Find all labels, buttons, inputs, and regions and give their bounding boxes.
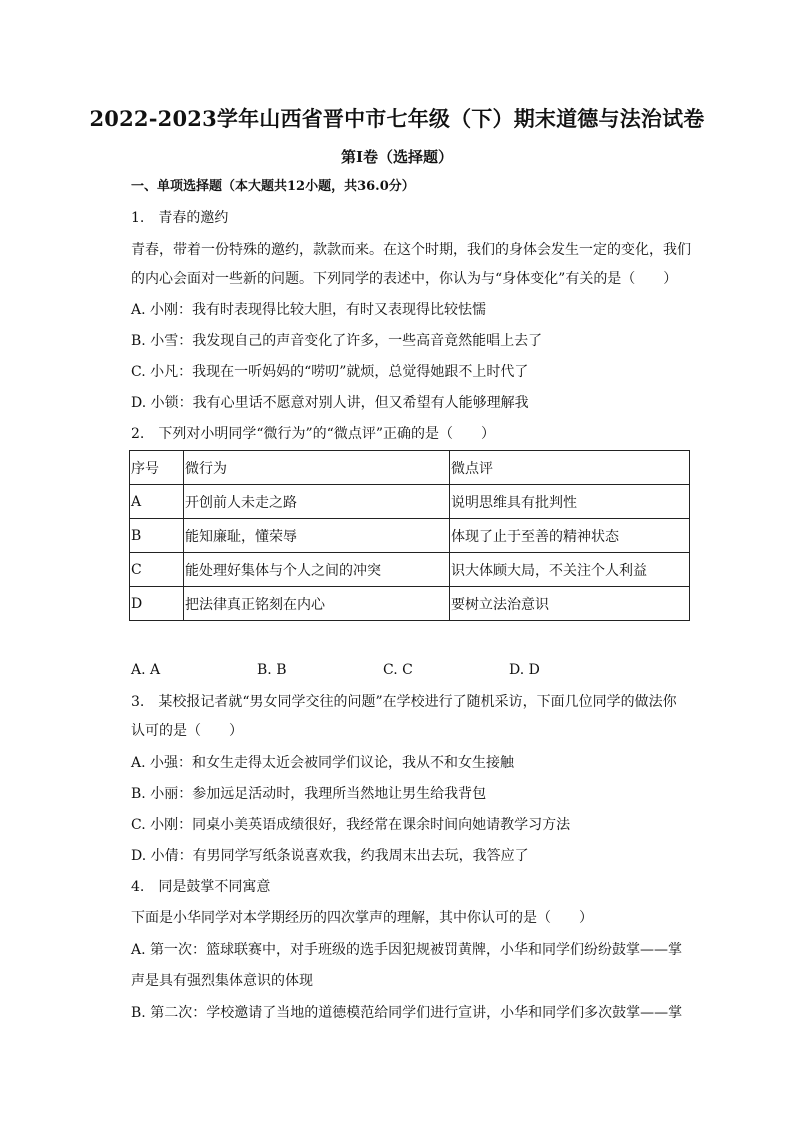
table-cell: 开创前人未走之路 bbox=[184, 485, 450, 519]
question-4-stem: 下面是小华同学对本学期经历的四次掌声的理解，其中你认可的是（ ） bbox=[131, 910, 593, 926]
question-3-stem-line-2: 认可的是（ ） bbox=[131, 723, 243, 739]
section-heading: 一、单项选择题（本大题共12小题，共36.0分） bbox=[131, 179, 415, 194]
exam-title: 2022-2023学年山西省晋中市七年级（下）期末道德与法治试卷 bbox=[89, 106, 705, 131]
question-2-option-a: A. A bbox=[131, 662, 161, 678]
question-2-option-d: D. D bbox=[509, 662, 540, 678]
question-1-option-b: B. 小雪：我发现自己的声音变化了许多，一些高音竟然能唱上去了 bbox=[131, 333, 543, 349]
table-cell: C bbox=[130, 553, 184, 587]
table-cell: B bbox=[130, 519, 184, 553]
question-1-option-a: A. 小刚：我有时表现得比较大胆，有时又表现得比较怯懦 bbox=[131, 302, 487, 318]
table-header-cell: 序号 bbox=[130, 451, 184, 485]
table-cell: 能处理好集体与个人之间的冲突 bbox=[184, 553, 450, 587]
table-header-row bbox=[130, 451, 690, 485]
table-cell: D bbox=[130, 587, 184, 621]
table-cell: 识大体顾大局，不关注个人利益 bbox=[450, 553, 690, 587]
question-2-option-b: B. B bbox=[257, 662, 287, 678]
question-2-option-c: C. C bbox=[383, 662, 413, 678]
table-cell: 要树立法治意识 bbox=[450, 587, 690, 621]
table-cell: 说明思维具有批判性 bbox=[450, 485, 690, 519]
question-2-head: 2. 下列对小明同学“微行为”的“微点评”正确的是（ ） bbox=[131, 426, 495, 442]
question-2-table bbox=[129, 450, 690, 621]
question-3-stem-line-1: 3. 某校报记者就“男女同学交往的问题”在学校进行了随机采访，下面几位同学的做法你 bbox=[131, 694, 677, 710]
question-4-option-a-line-1: A. 第一次：篮球联赛中，对手班级的选手因犯规被罚黄牌，小华和同学们纷纷鼓掌——掌 bbox=[131, 942, 683, 958]
question-3-option-d: D. 小倩：有男同学写纸条说喜欢我，约我周末出去玩，我答应了 bbox=[131, 848, 529, 864]
question-1-option-d: D. 小锁：我有心里话不愿意对别人讲，但又希望有人能够理解我 bbox=[131, 395, 529, 411]
table-header-cell: 微点评 bbox=[450, 451, 690, 485]
question-1-head: 1. 青春的邀约 bbox=[131, 210, 229, 226]
table-cell: 体现了止于至善的精神状态 bbox=[450, 519, 690, 553]
question-1-stem-line-1: 青春，带着一份特殊的邀约，款款而来。在这个时期，我们的身体会发生一定的变化，我们 bbox=[131, 242, 691, 258]
question-1-option-c: C. 小凡：我现在一听妈妈的“唠叨”就烦，总觉得她跟不上时代了 bbox=[131, 364, 529, 380]
question-4-head: 4. 同是鼓掌不同寓意 bbox=[131, 879, 271, 895]
volume-heading: 第Ⅰ卷（选择题） bbox=[340, 148, 454, 166]
table-cell: A bbox=[130, 485, 184, 519]
table-row bbox=[130, 553, 690, 587]
question-4-option-b-line-1: B. 第二次：学校邀请了当地的道德模范给同学们进行宣讲，小华和同学们多次鼓掌——掌 bbox=[131, 1005, 683, 1021]
question-4-option-a-line-2: 声是具有强烈集体意识的体现 bbox=[131, 973, 313, 989]
table-row bbox=[130, 519, 690, 553]
table-header-cell: 微行为 bbox=[184, 451, 450, 485]
table-row bbox=[130, 485, 690, 519]
question-3-option-c: C. 小刚：同桌小美英语成绩很好，我经常在课余时间向她请教学习方法 bbox=[131, 817, 571, 833]
question-3-option-a: A. 小强：和女生走得太近会被同学们议论，我从不和女生接触 bbox=[131, 755, 515, 771]
table-row bbox=[130, 587, 690, 621]
question-1-stem-line-2: 的内心会面对一些新的问题。下列同学的表述中，你认为与“身体变化”有关的是（ ） bbox=[131, 271, 678, 287]
question-3-option-b: B. 小丽：参加远足活动时，我理所当然地让男生给我背包 bbox=[131, 786, 487, 802]
table-cell: 能知廉耻，懂荣辱 bbox=[184, 519, 450, 553]
table-cell: 把法律真正铭刻在内心 bbox=[184, 587, 450, 621]
